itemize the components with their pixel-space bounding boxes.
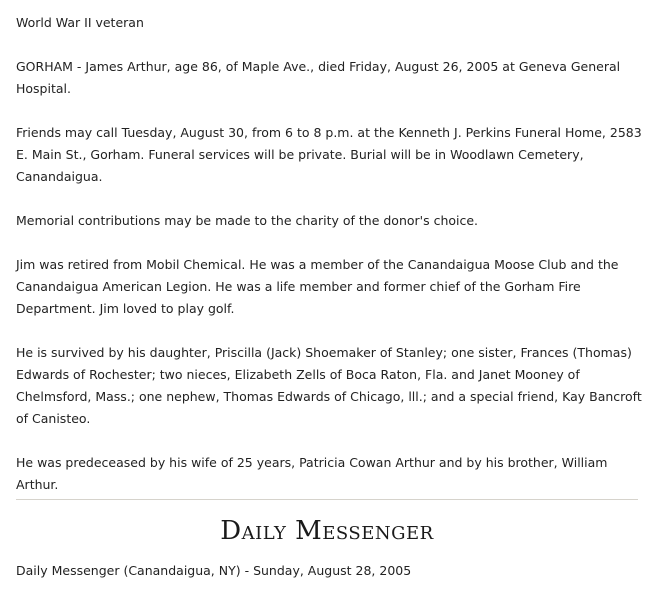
divider: [16, 499, 638, 500]
article-paragraph: GORHAM - James Arthur, age 86, of Maple Ave., died Friday, August 26, 2005 at Geneva General Hospital.: [16, 59, 621, 96]
article-paragraph: He was predeceased by his wife of 25 years, Patricia Cowan Arthur and by his brother, William Arthur.: [16, 455, 608, 492]
article-headline: World War II veteran: [16, 15, 144, 30]
publication-source-line: Daily Messenger (Canandaigua, NY) - Sunday, August 28, 2005: [16, 563, 412, 578]
article-paragraph: Jim was retired from Mobil Chemical. He was a member of the Canandaigua Moose Club and the Canandaigua American Legion. He was a life member and former chief of the Gorham Fire Department. Jim loved to play golf.: [16, 257, 619, 316]
newspaper-logo: Daily Messenger: [220, 516, 434, 546]
obituary-article: [16, 12, 648, 518]
article-paragraph: Friends may call Tuesday, August 30, from 6 to 8 p.m. at the Kenneth J. Perkins Funeral Home, 2583 E. Main St., Gorham. Funeral services will be private. Burial will be in Woodlawn Cemetery, Canandaigua.: [16, 125, 642, 184]
article-paragraph: Memorial contributions may be made to the charity of the donor's choice.: [16, 213, 479, 228]
article-paragraph: He is survived by his daughter, Priscilla (Jack) Shoemaker of Stanley; one sister, Frances (Thomas) Edwards of Rochester; two nieces, Elizabeth Zells of Boca Raton, Fla. and Janet Mooney of Chelmsford, Mass.; one nephew, Thomas Edwards of Chicago, lll.; and a special friend, Kay Bancroft of Canisteo.: [16, 345, 642, 426]
